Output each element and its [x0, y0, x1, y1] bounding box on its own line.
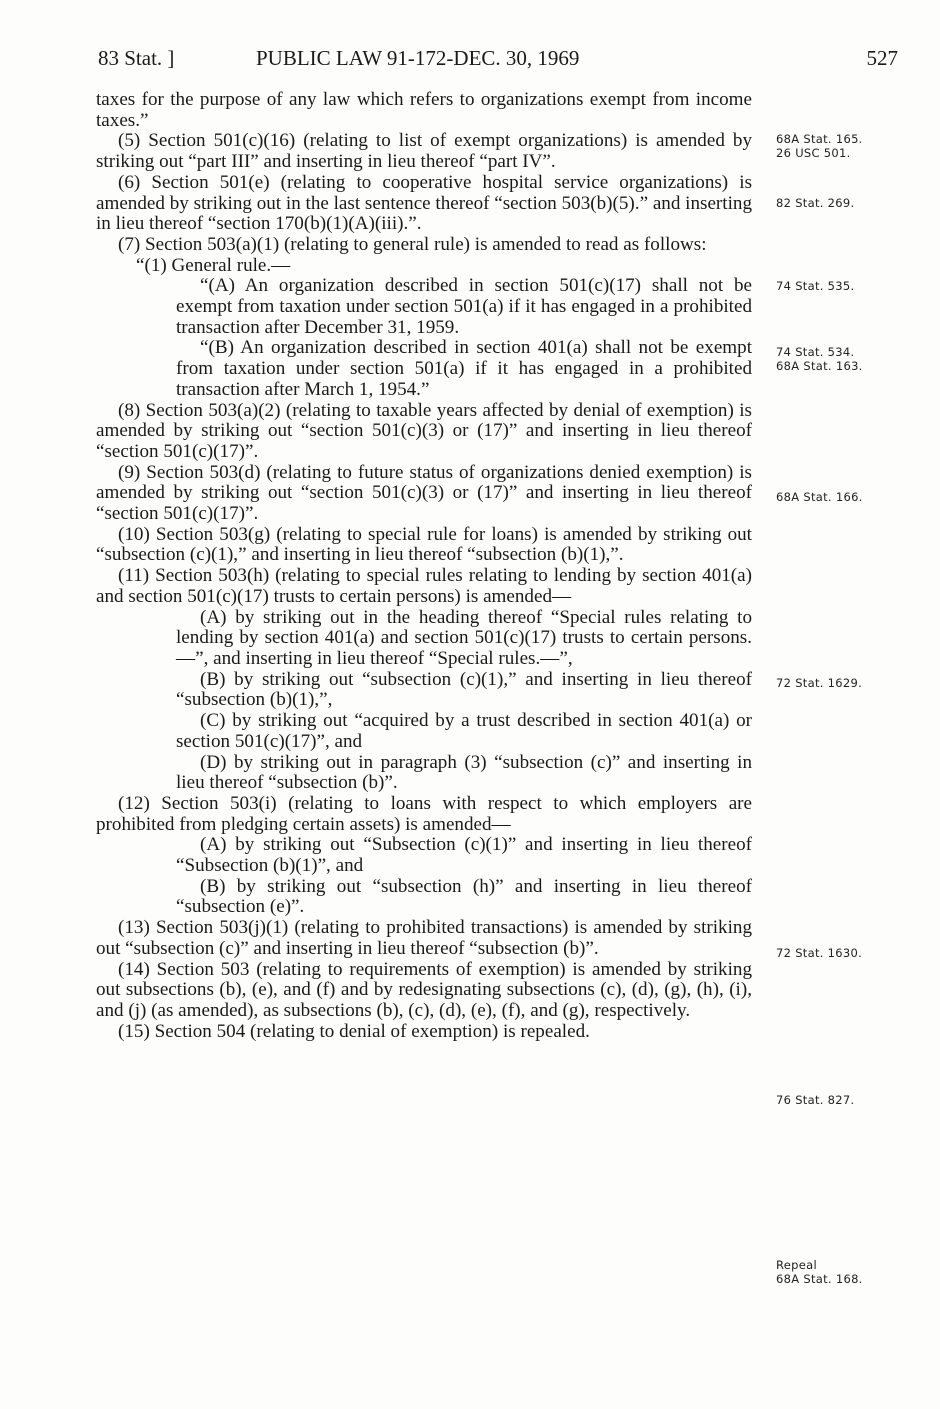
margin-note: 72 Stat. 1629.	[776, 676, 863, 690]
paragraph: (11) Section 503(h) (relating to special rules relating to lending by section 401(a) and section 501(c)(17) trusts to certain persons) is amended—	[96, 565, 752, 607]
paragraph: (7) Section 503(a)(1) (relating to general rule) is amended to read as follows:	[118, 233, 707, 255]
margin-note: 74 Stat. 535.	[776, 279, 855, 293]
margin-note: 74 Stat. 534. 68A Stat. 163.	[776, 345, 863, 373]
margin-note: 72 Stat. 1630.	[776, 946, 863, 960]
paragraph: “(B) An organization described in section 401(a) shall not be exempt from taxation under section 501(a) if it has engaged in a prohibited transaction after March 1, 1954.”	[176, 337, 752, 400]
paragraph: (5) Section 501(c)(16) (relating to list of exempt organizations) is amended by striking out “part III” and inserting in lieu thereof “part IV”.	[96, 130, 752, 173]
margin-note: 68A Stat. 165. 26 USC 501.	[776, 132, 863, 160]
paragraph: (B) by striking out “subsection (c)(1),” and inserting in lieu thereof “subsection (b)(1),”,	[176, 668, 752, 711]
margin-note: 82 Stat. 269.	[776, 196, 855, 210]
paragraph: (C) by striking out “acquired by a trust described in section 401(a) or section 501(c)(17)”, and	[176, 710, 752, 752]
paragraph: (B) by striking out “subsection (h)” and inserting in lieu thereof “subsection (e)”.	[176, 875, 752, 918]
margin-note: 68A Stat. 166.	[776, 490, 863, 504]
header-title: PUBLIC LAW 91-172-DEC. 30, 1969	[256, 46, 580, 70]
paragraph: (10) Section 503(g) (relating to special rule for loans) is amended by striking out “subsection (c)(1),” and inserting in lieu thereof “subsection (b)(1),”.	[96, 523, 752, 566]
paragraph: (9) Section 503(d) (relating to future status of organizations denied exemption) is amended by striking out “section 501(c)(3) or (17)” and inserting in lieu thereof “section 501(c)(17)”.	[96, 461, 752, 525]
paragraph: (13) Section 503(j)(1) (relating to prohibited transactions) is amended by striking out “subsection (c)” and inserting in lieu thereof “subsection (b)”.	[96, 917, 752, 959]
page-header	[98, 46, 898, 76]
paragraph: (12) Section 503(i) (relating to loans with respect to which employers are prohibited from pledging certain assets) is amended—	[96, 792, 752, 835]
paragraph: (6) Section 501(e) (relating to cooperative hospital service organizations) is amended by striking out in the last sentence thereof “section 503(b)(5).” and inserting in lieu thereof “section 170(b)(1)(A)(iii).”.	[96, 171, 752, 235]
paragraph: “(1) General rule.—	[136, 254, 291, 276]
paragraph: “(A) An organization described in section 501(c)(17) shall not be exempt from taxation under section 501(a) if it has engaged in a prohibited transaction after December 31, 1959.	[176, 275, 752, 338]
paragraph: taxes for the purpose of any law which refers to organizations exempt from income taxes.”	[96, 89, 752, 131]
paragraph: (15) Section 504 (relating to denial of exemption) is repealed.	[118, 1020, 590, 1042]
paragraph: (A) by striking out in the heading thereof “Special rules relating to lending by section 401(a) and section 501(c)(17) trusts to certain persons.—”, and inserting in lieu thereof “Special rules.—”,	[176, 606, 752, 669]
paragraph: (A) by striking out “Subsection (c)(1)” and inserting in lieu thereof “Subsection (b)(1)”, and	[176, 834, 752, 877]
page-number: 527	[866, 46, 898, 70]
header-stat-ref: 83 Stat. ]	[98, 46, 175, 70]
paragraph: (8) Section 503(a)(2) (relating to taxable years affected by denial of exemption) is amended by striking out “section 501(c)(3) or (17)” and inserting in lieu thereof “section 501(c)(17)”.	[96, 399, 752, 462]
paragraph: (14) Section 503 (relating to requirements of exemption) is amended by striking out subsections (b), (e), and (f) and by redesignating subsections (c), (d), (g), (h), (i), and (j) (as amended), as subsections (b), (c), (d), (e), (f), and (g), respectively.	[96, 958, 752, 1021]
margin-note: Repeal 68A Stat. 168.	[776, 1258, 863, 1286]
margin-note: 76 Stat. 827.	[776, 1093, 855, 1107]
paragraph: (D) by striking out in paragraph (3) “subsection (c)” and inserting in lieu thereof “subsection (b)”.	[176, 751, 752, 794]
body-text	[96, 90, 752, 1042]
